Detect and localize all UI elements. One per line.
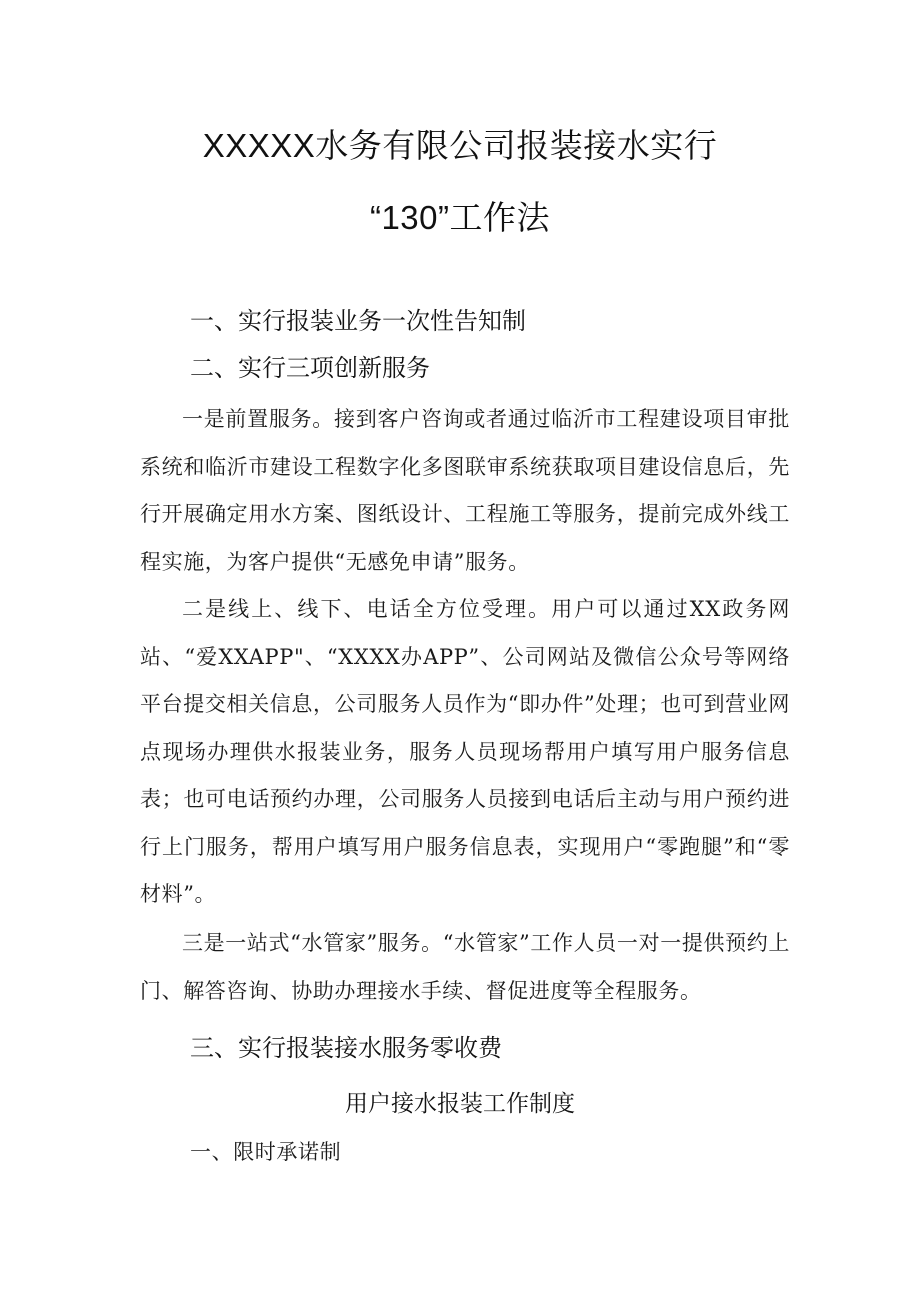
section-heading-1: 一、实行报装业务一次性告知制 [190, 307, 526, 335]
paragraph-front-service: 一是前置服务。接到客户咨询或者通过临沂市工程建设项目审批系统和临沂市建设工程数字化多图联审系统获取项目建设信息后，先行开展确定用水方案、图纸设计、工程施工等服务，提前完成外线工程实施，为客户提供“无感免申请”服务。 [140, 407, 790, 574]
section-subtitle: 用户接水报装工作制度 [345, 1091, 575, 1117]
section-heading-2: 二、实行三项创新服务 [190, 354, 430, 382]
paragraph-omni-channel: 二是线上、线下、电话全方位受理。用户可以通过XX政务网站、“爱XXAPP"、“XXXX办APP”、公司网站及微信公众号等网络平台提交相关信息，公司服务人员作为“即办件”处理；也可到营业网点现场办理供水报装业务，服务人员现场帮用户填写用户服务信息表；也可电话预约办理，公司服务人员接到电话后主动与用户预约进行上门服务，帮用户填写用户服务信息表，实现用户“零跑腿”和“零材料”。 [140, 597, 790, 906]
document-title-line1: XXXXX水务有限公司报装接水实行 [202, 127, 718, 164]
sub-item-1: 一、限时承诺制 [190, 1140, 342, 1164]
document-title-line2: “130”工作法 [369, 199, 551, 236]
section-heading-3: 三、实行报装接水服务零收费 [190, 1034, 502, 1062]
paragraph-water-steward: 三是一站式“水管家”服务。“水管家”工作人员一对一提供预约上门、解答咨询、协助办理接水手续、督促进度等全程服务。 [140, 931, 790, 1003]
